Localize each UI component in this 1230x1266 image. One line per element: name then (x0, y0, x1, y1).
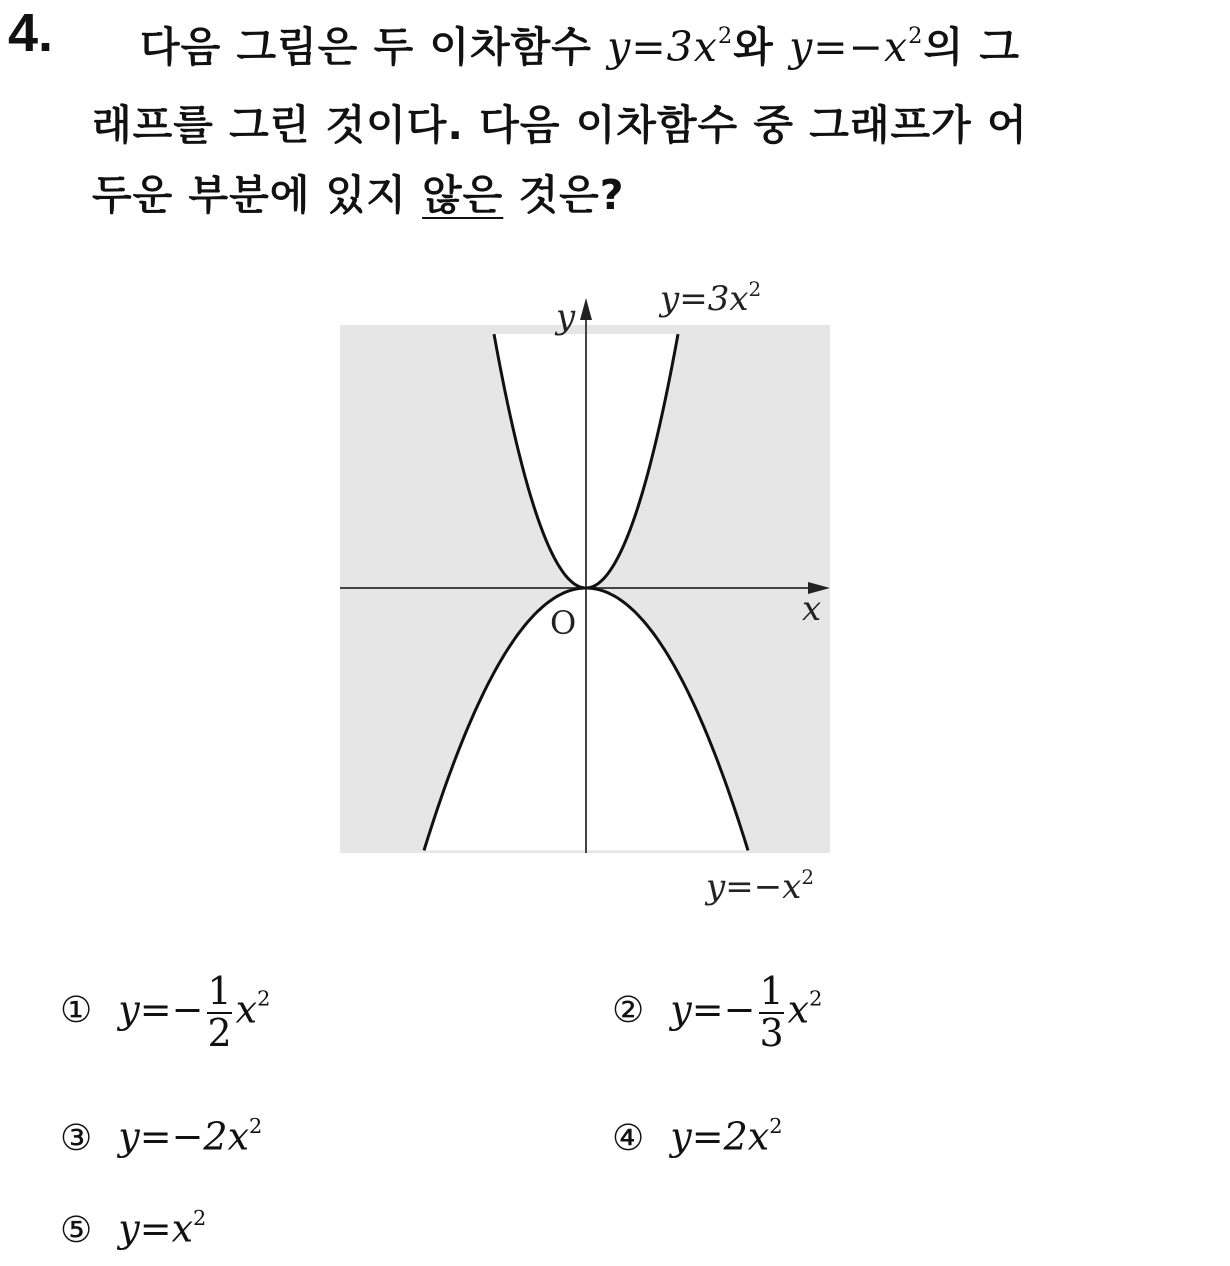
option-1[interactable]: ① y=− $\frac{1}{2}$ $x^2$ (60, 969, 271, 1055)
option-number: ① (60, 990, 93, 1032)
option-number: ⑤ (60, 1209, 93, 1251)
option-number: ④ (612, 1117, 645, 1159)
equation-3x2: $y=3x^2$ (607, 22, 734, 71)
origin-label: O (550, 604, 577, 642)
option-text: y=2x (670, 1114, 770, 1159)
x-axis-label: x (802, 589, 822, 629)
emphasis-not: 않은 (422, 171, 504, 219)
option-text: y=−2x (118, 1114, 250, 1159)
y-axis-label: y (556, 297, 576, 337)
fraction: $\frac{1}{2}$ (207, 969, 232, 1055)
option-2[interactable]: ② y=− $\frac{1}{3}$ $x^2$ (612, 969, 823, 1055)
question-number: 4. (8, 3, 54, 63)
option-text: y=x (118, 1206, 194, 1251)
curve-label-bottom: $y=-x^2$ (706, 865, 815, 907)
equation-neg-x2: $y=-x^2$ (789, 22, 924, 71)
option-4[interactable]: ④ $y=2x^2$ (612, 1114, 783, 1159)
option-number: ③ (60, 1117, 93, 1159)
question-text-1c: 의 그 (923, 23, 1020, 71)
question-text-1a: 다음 그림은 두 이차함수 (140, 23, 608, 71)
option-3[interactable]: ③ $y=-2x^2$ (60, 1114, 263, 1159)
fraction: $\frac{1}{3}$ (759, 969, 784, 1055)
option-5[interactable]: ⑤ $y=x^2$ (60, 1206, 207, 1251)
question-text-3b: 것은? (503, 171, 625, 219)
question-text-3a: 두운 부분에 있지 (92, 171, 423, 219)
option-suffix: x (787, 987, 810, 1032)
option-prefix: y=− (670, 987, 756, 1032)
option-number: ② (612, 990, 645, 1032)
question-line-2: 래프를 그린 것이다. 다음 이차함수 중 그래프가 어 (92, 101, 1028, 149)
y-axis-arrow-icon (580, 298, 592, 320)
option-suffix: x (235, 987, 258, 1032)
curve-label-top: $y=3x^2$ (660, 277, 762, 319)
question-text-1b: 와 (733, 23, 790, 71)
option-prefix: y=− (118, 987, 204, 1032)
